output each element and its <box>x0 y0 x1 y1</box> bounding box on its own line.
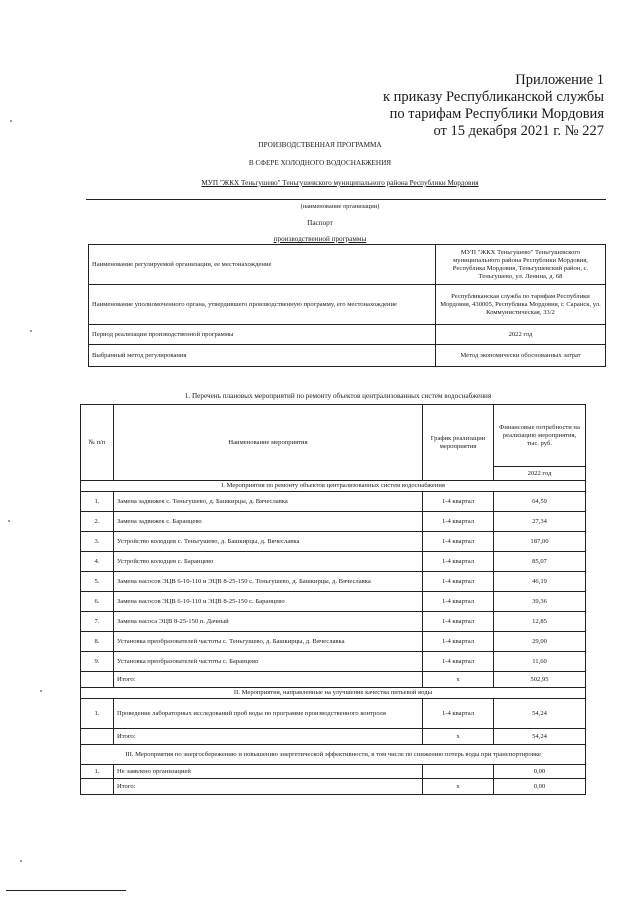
row-number: 4. <box>81 552 114 572</box>
passport-subtitle: производственной программы <box>273 235 367 243</box>
row-name: Замена насосов ЭЦВ 6-10-110 и ЭЦВ 8-25-150 с. Теньгушево, д. Башкирцы, д. Вячеславка <box>114 572 423 592</box>
row-period: 1-4 квартал <box>423 632 494 652</box>
passport-value: 2022 год <box>436 325 606 345</box>
row-value: 11,60 <box>494 652 586 672</box>
passport-table <box>88 244 606 367</box>
total-period: х <box>423 779 494 795</box>
row-period: 1-4 квартал <box>423 699 494 729</box>
row-name: Установка преобразователей частоты с. Теньгушево, д. Башкирцы, д. Вячеславка <box>114 632 423 652</box>
row-value: 46,19 <box>494 572 586 592</box>
row-number: 2. <box>81 512 114 532</box>
section2-title: II. Мероприятия, направленные на улучшение качества питьевой воды <box>81 688 586 699</box>
scan-speck <box>30 330 32 332</box>
section-row <box>81 688 586 699</box>
appendix-line-3: по тарифам Республики Мордовия <box>389 106 604 122</box>
table-row <box>81 652 586 672</box>
section-row <box>81 745 586 765</box>
total-label: Итого: <box>114 729 423 745</box>
row-value: 27,34 <box>494 512 586 532</box>
passport-value: МУП "ЖКХ Теньгушево" Теньгушевского муниципального района Республики Мордовия, Республика Мордовия, Теньгушевский район, с. Теньгушево, ул. Ленина, д. 68 <box>436 245 606 285</box>
row-value: 12,85 <box>494 612 586 632</box>
passport-row <box>89 345 606 367</box>
total-label: Итого: <box>114 779 423 795</box>
passport-label: Период реализации производственной программы <box>89 325 436 345</box>
row-name: Проведение лабораторных исследований проб воды по программе производственного контроля <box>114 699 423 729</box>
scan-speck <box>20 860 22 862</box>
row-period: 1-4 квартал <box>423 592 494 612</box>
passport-value: Метод экономически обоснованных затрат <box>436 345 606 367</box>
row-value: 64,59 <box>494 492 586 512</box>
row-name: Не заявлено организацией <box>114 765 423 779</box>
row-name: Замена задвижек с. Теньгушево, д. Башкирцы, д. Вячеславка <box>114 492 423 512</box>
col-schedule-header: График реализации мероприятия <box>423 405 494 481</box>
row-name: Устройство колодцев с. Баранцево <box>114 552 423 572</box>
total-value: 54,24 <box>494 729 586 745</box>
row-number: 1. <box>81 699 114 729</box>
passport-label: Выбранный метод регулирования <box>89 345 436 367</box>
table-row <box>81 612 586 632</box>
table-row <box>81 765 586 779</box>
row-number <box>81 779 114 795</box>
total-period: х <box>423 729 494 745</box>
table-row <box>81 572 586 592</box>
table-row <box>81 532 586 552</box>
row-period: 1-4 квартал <box>423 492 494 512</box>
row-number: 8. <box>81 632 114 652</box>
table-row <box>81 492 586 512</box>
section1-title: I. Мероприятия по ремонту объектов централизованных систем водоснабжения <box>81 481 586 492</box>
row-period: 1-4 квартал <box>423 532 494 552</box>
row-number: 5. <box>81 572 114 592</box>
passport-row <box>89 325 606 345</box>
organization-name: МУП "ЖКХ Теньгушево" Теньгушевского муниципального района Республики Мордовия <box>201 179 479 187</box>
appendix-block <box>274 72 604 140</box>
row-name: Установка преобразователей частоты с. Баранцево <box>114 652 423 672</box>
measures-table <box>80 404 586 795</box>
total-label: Итого: <box>114 672 423 688</box>
row-period: 1-4 квартал <box>423 572 494 592</box>
table-row <box>81 552 586 572</box>
organization-caption: (наименование организации) <box>300 203 380 210</box>
row-value: 85,07 <box>494 552 586 572</box>
row-name: Замена задвижек с. Баранцево <box>114 512 423 532</box>
table-row <box>81 699 586 729</box>
row-number <box>81 672 114 688</box>
row-value: 0,00 <box>494 765 586 779</box>
year-header: 2022 год <box>494 467 586 481</box>
total-row <box>81 779 586 795</box>
row-period: 1-4 квартал <box>423 512 494 532</box>
passport-row <box>89 285 606 325</box>
row-number: 1. <box>81 765 114 779</box>
col-name-header: Наименование мероприятия <box>114 405 423 481</box>
col-num-header: № п/п <box>81 405 114 481</box>
row-value: 29,00 <box>494 632 586 652</box>
row-period: 1-4 квартал <box>423 652 494 672</box>
table-row <box>81 632 586 652</box>
passport-row <box>89 245 606 285</box>
sphere-title: В СФЕРЕ ХОЛОДНОГО ВОДОСНАБЖЕНИЯ <box>248 159 392 167</box>
passport-title: Паспорт <box>307 219 333 227</box>
row-period <box>423 765 494 779</box>
bottom-edge-line <box>6 890 126 891</box>
scan-speck <box>8 520 10 522</box>
table-row <box>81 512 586 532</box>
organization-underline <box>86 199 606 200</box>
row-value: 39,36 <box>494 592 586 612</box>
row-number: 3. <box>81 532 114 552</box>
row-period: 1-4 квартал <box>423 612 494 632</box>
passport-label: Наименование регулируемой организации, ее местонахождение <box>89 245 436 285</box>
total-value: 0,00 <box>494 779 586 795</box>
row-name: Замена насосов ЭЦВ 6-10-110 и ЭЦВ 8-25-150 с. Баранцево <box>114 592 423 612</box>
row-number: 1. <box>81 492 114 512</box>
scan-speck <box>10 120 12 122</box>
total-value: 502,95 <box>494 672 586 688</box>
section1-caption: 1. Перечень плановых мероприятий по ремонту объектов централизованных систем водоснабжения <box>184 392 492 400</box>
total-row <box>81 729 586 745</box>
appendix-line-1: Приложение 1 <box>515 72 604 88</box>
section3-title: III. Мероприятия по энергосбережению и повышению энергетической эффективности, в том числе по снижению потерь воды при транспортировке <box>81 745 586 765</box>
appendix-line-2: к приказу Республиканской службы <box>382 89 604 105</box>
appendix-line-4: от 15 декабря 2021 г. № 227 <box>433 123 604 139</box>
passport-value: Республиканская служба по тарифам Республики Мордовия, 430005, Республика Мордовия, г. Саранск, ул. Коммунистическая, 33/2 <box>436 285 606 325</box>
row-name: Замена насоса ЭЦВ 8-25-150 п. Дачный <box>114 612 423 632</box>
row-value: 54,24 <box>494 699 586 729</box>
passport-label: Наименование уполномоченного органа, утвердившего производственную программу, его местонахождение <box>89 285 436 325</box>
col-finance-header: Финансовые потребности на реализацию мероприятия, тыс. руб. <box>494 405 586 467</box>
row-name: Устройство колодцев с. Теньгушево, д. Башкирцы, д. Вячеславка <box>114 532 423 552</box>
section-row <box>81 481 586 492</box>
total-period: х <box>423 672 494 688</box>
table-row <box>81 592 586 612</box>
table-header-row <box>81 405 586 467</box>
row-value: 187,00 <box>494 532 586 552</box>
row-period: 1-4 квартал <box>423 552 494 572</box>
row-number: 9. <box>81 652 114 672</box>
scan-speck <box>40 690 42 692</box>
program-title: ПРОИЗВОДСТВЕННАЯ ПРОГРАММА <box>258 141 382 149</box>
row-number: 7. <box>81 612 114 632</box>
total-row <box>81 672 586 688</box>
row-number <box>81 729 114 745</box>
row-number: 6. <box>81 592 114 612</box>
